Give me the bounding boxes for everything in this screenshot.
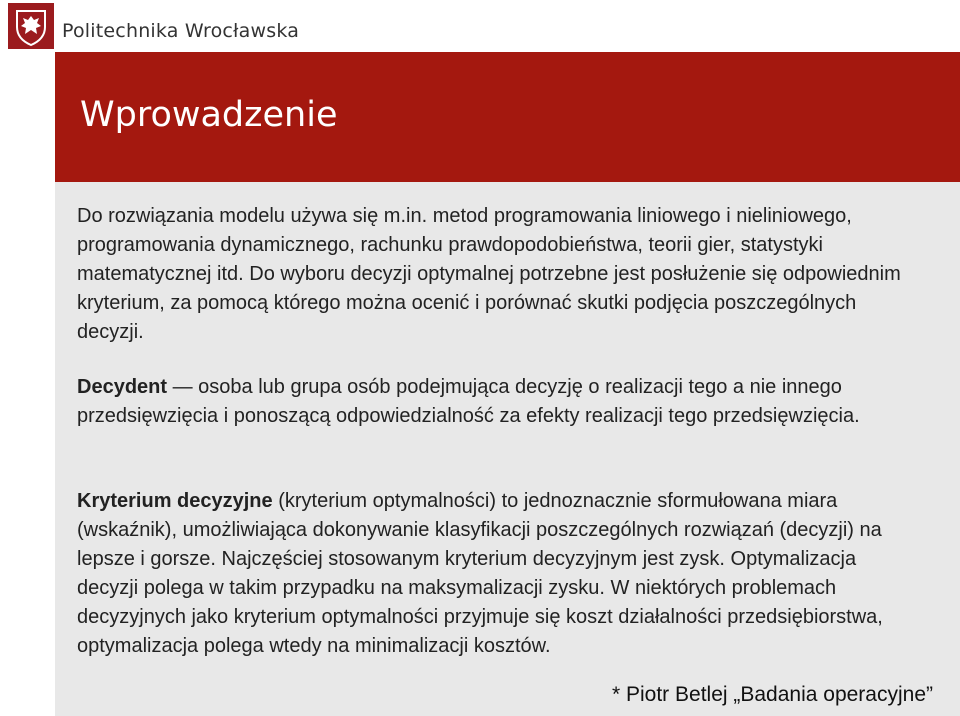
term-kryterium: Kryterium decyzyjne <box>77 490 273 512</box>
paragraph-intro: Do rozwiązania modelu używa się m.in. metod programowania liniowego i nieliniowego, programowania dynamicznego, rachunku prawdopodobieństwa, teorii gier, statystyki matematycznej itd. Do wyboru decyzji optymalnej potrzebne jest posłużenie się odpowiednim kryterium, za pomocą którego można ocenić i porównać skutki podjęcia poszczególnych decyzji. <box>77 205 901 343</box>
paragraph-kryterium <box>77 487 917 661</box>
definition-decydent: — osoba lub grupa osób podejmująca decyzję o realizacji tego a nie innego przedsięwzięcia i ponoszącą odpowiedzialność za efekty realizacji tego przedsięwzięcia. <box>77 376 860 427</box>
slide-title: Wprowadzenie <box>80 95 338 135</box>
institution-name: Politechnika Wrocławska <box>62 20 300 42</box>
definition-kryterium: (kryterium optymalności) to jednoznacznie sformułowana miara (wskaźnik), umożliwiająca dokonywanie klasyfikacji poszczególnych rozwiązań (decyzji) na lepsze i gorsze. Najczęściej stosowanym kryterium decyzyjnym jest zysk. Optymalizacja decyzji polega w takim przypadku na maksymalizacji zysku. W niektórych problemach decyzyjnych jako kryterium optymalności przyjmuje się koszt działalności przedsiębiorstwa, optymalizacja polega wtedy na minimalizacji kosztów. <box>77 490 883 657</box>
source-footnote: * Piotr Betlej „Badania operacyjne” <box>611 683 933 706</box>
term-decydent: Decydent <box>77 376 168 398</box>
header-bar <box>0 0 960 52</box>
university-emblem-icon <box>8 3 54 49</box>
paragraph-decydent <box>77 373 917 431</box>
